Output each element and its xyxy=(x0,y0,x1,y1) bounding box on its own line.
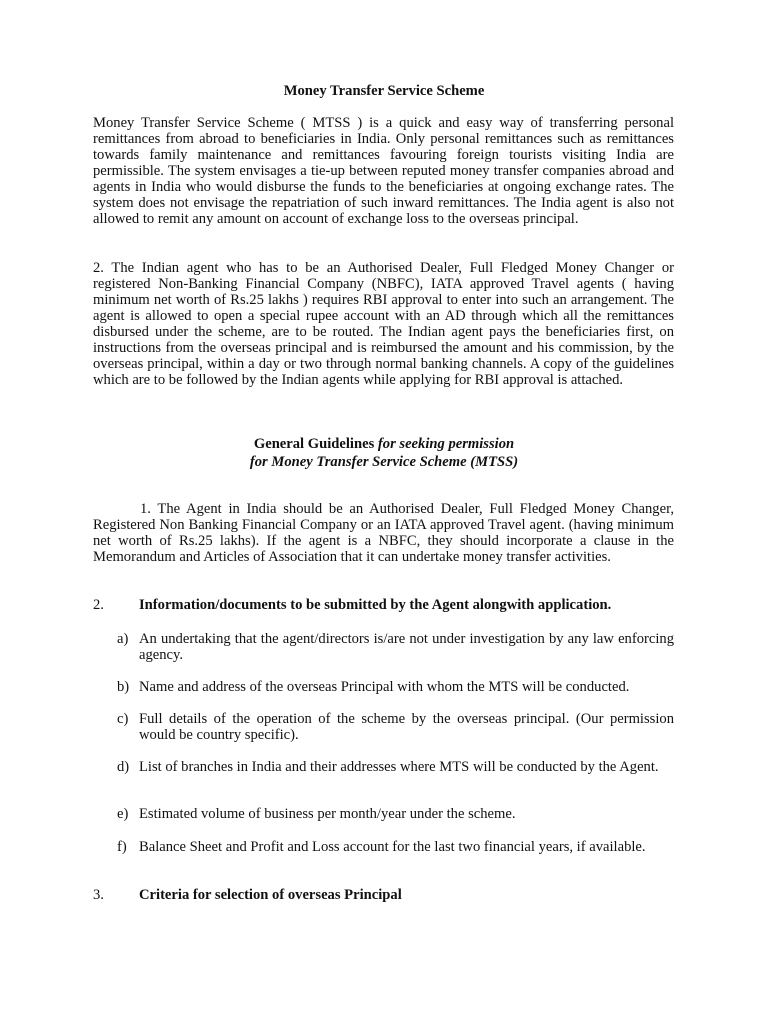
guidelines-title xyxy=(0,436,768,452)
section-1-paragraph: 1. The Agent in India should be an Authorised Dealer, Full Fledged Money Changer, Registered Non Banking Financial Company or an IATA approved Travel agent. (having minimum net worth of Rs.25 lakhs). If the agent is a NBFC, they should incorporate a clause in the Memorandum and Articles of Association that it can undertake money transfer activities. xyxy=(93,501,674,565)
list-item-label: b) xyxy=(117,679,130,695)
list-item-text: Estimated volume of business per month/year under the scheme. xyxy=(139,806,516,822)
list-item-label: f) xyxy=(117,839,127,855)
document-title: Money Transfer Service Scheme xyxy=(283,83,485,99)
guidelines-title-italic: for seeking permission xyxy=(374,436,515,452)
agent-paragraph: 2. The Indian agent who has to be an Authorised Dealer, Full Fledged Money Changer or registered Non-Banking Financial Company (NBFC), IATA approved Travel agents ( having minimum net worth of Rs.25 lakhs ) requires RBI approval to enter into such an arrangement. The agent is allowed to open a special rupee account with an AD through which all the remittances disbursed under the scheme, are to be routed. The Indian agent pays the beneficiaries first, on instructions from the overseas principal and is reimbursed the amount and his commission, by the overseas principal, within a day or two through normal banking channels. A copy of the guidelines which are to be followed by the Indian agents while applying for RBI approval is attached. xyxy=(93,260,674,388)
list-item-text: Full details of the operation of the scheme by the overseas principal. (Our permission would be country specific). xyxy=(139,711,674,743)
list-item-text: Balance Sheet and Profit and Loss account for the last two financial years, if available. xyxy=(139,839,646,855)
section-2-heading: Information/documents to be submitted by the Agent alongwith application. xyxy=(139,597,612,613)
guidelines-subtitle-text: for Money Transfer Service Scheme (MTSS) xyxy=(249,454,519,470)
list-item xyxy=(117,839,674,855)
section-3-heading: Criteria for selection of overseas Principal xyxy=(139,887,402,903)
list-item-label: c) xyxy=(117,711,129,727)
list-item xyxy=(117,806,674,822)
guidelines-title-bold: General Guidelines xyxy=(253,436,375,452)
intro-paragraph: Money Transfer Service Scheme ( MTSS ) is a quick and easy way of transferring personal remittances from abroad to beneficiaries in India. Only personal remittances such as remittances towards family maintenance and remittances favouring foreign tourists visiting India are permissible. The system envisages a tie-up between reputed money transfer companies abroad and agents in India who would disburse the funds to the beneficiaries at ongoing exchange rates. The system does not envisage the repatriation of such inward remittances. The India agent is also not allowed to remit any amount on account of exchange loss to the overseas principal. xyxy=(93,115,674,227)
list-item xyxy=(117,679,674,695)
guidelines-subtitle xyxy=(0,454,768,470)
list-item xyxy=(117,759,674,775)
list-item xyxy=(117,711,674,743)
list-item-label: e) xyxy=(117,806,129,822)
list-item-text: An undertaking that the agent/directors is/are not under investigation by any law enforcing agency. xyxy=(139,631,674,663)
list-item xyxy=(117,631,674,663)
section-3-number: 3. xyxy=(93,887,104,903)
list-item-label: a) xyxy=(117,631,129,647)
section-2-number: 2. xyxy=(93,597,104,613)
list-item-text: List of branches in India and their addresses where MTS will be conducted by the Agent. xyxy=(139,759,659,775)
list-item-label: d) xyxy=(117,759,130,775)
list-item-text: Name and address of the overseas Principal with whom the MTS will be conducted. xyxy=(139,679,630,695)
